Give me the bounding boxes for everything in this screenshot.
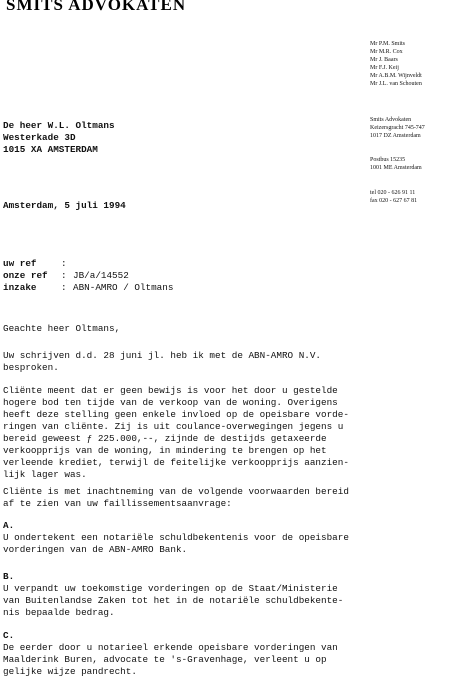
reference-label: inzake <box>3 282 37 293</box>
reference-colon: : <box>61 282 67 293</box>
salutation: Geachte heer Oltmans, <box>3 323 121 334</box>
firm-name: SMITS ADVOKATEN <box>6 0 187 14</box>
partner-list <box>370 40 422 88</box>
address-line: 1017 DZ Amsterdam <box>370 133 421 139</box>
postbus-line: 1001 ME Amsterdam <box>370 165 422 171</box>
reference-block <box>3 258 173 294</box>
condition-letter: C. <box>3 630 15 641</box>
condition-letter: A. <box>3 520 15 531</box>
partner-name: Mr P.M. Smits <box>370 41 406 47</box>
address-line: Smits Advokaten <box>370 117 412 123</box>
recipient-line: 1015 XA AMSTERDAM <box>3 144 98 155</box>
condition-line: van Buitenlandse Zaken tot het in de notariële schuldbekente- <box>3 595 344 606</box>
paragraph-line: bereid geweest ƒ 225.000,--, zijnde de destijds getaxeerde <box>3 433 327 444</box>
condition-a <box>3 520 349 556</box>
paragraph-line: hogere bod ten tijde van de verkoop van de woning. Overigens <box>3 397 338 408</box>
condition-line: gelijke wijze pandrecht. <box>3 666 137 677</box>
partner-name: Mr F.J. Keij <box>370 65 399 71</box>
letter-date: Amsterdam, 5 juli 1994 <box>3 200 126 211</box>
paragraph-line: verkoopprijs van de woning, in mindering te brengen op het <box>3 445 327 456</box>
firm-postbus <box>370 156 422 172</box>
reference-value: ABN-AMRO / Oltmans <box>73 282 174 293</box>
condition-letter: B. <box>3 571 15 582</box>
postbus-line: Postbus 15235 <box>370 157 406 163</box>
firm-address <box>370 116 425 140</box>
condition-line: De eerder door u notarieel erkende opeisbare vorderingen van <box>3 642 338 653</box>
partner-name: Mr M.R. Cox <box>370 49 403 55</box>
condition-line: nis bepaalde bedrag. <box>3 607 115 618</box>
recipient-line: De heer W.L. Oltmans <box>3 120 115 131</box>
paragraph-line: Uw schrijven d.d. 28 juni jl. heb ik met de ABN-AMRO N.V. <box>3 350 322 361</box>
partner-name: Mr A.B.M. Wijnveldt <box>370 73 422 79</box>
reference-colon: : <box>61 258 67 269</box>
reference-colon: : <box>61 270 67 281</box>
paragraph-line: af te zien van uw faillissementsaanvrage: <box>3 498 232 509</box>
reference-row <box>3 270 173 282</box>
paragraph-line: besproken. <box>3 362 59 373</box>
paragraph-line: Cliënte is met inachtneming van de volgende voorwaarden bereid <box>3 486 349 497</box>
paragraph-3 <box>3 486 349 510</box>
partner-name: Mr J.L. van Schouten <box>370 81 422 87</box>
reference-row <box>3 258 173 270</box>
paragraph-line: heeft deze stelling geen enkele invloed op de opeisbare vorde- <box>3 409 349 420</box>
condition-line: U ondertekent een notariële schuldbekentenis voor de opeisbare <box>3 532 349 543</box>
condition-line: Maalderink Buren, advocate te 's-Gravenhage, verleent u op <box>3 654 327 665</box>
partner-name: Mr J. Baars <box>370 57 398 63</box>
firm-contact <box>370 189 417 205</box>
condition-c <box>3 630 338 678</box>
paragraph-1 <box>3 350 321 374</box>
recipient-address <box>3 120 115 156</box>
fax-line: fax 020 - 627 67 81 <box>370 198 418 204</box>
reference-row <box>3 282 173 294</box>
reference-value: JB/a/14552 <box>73 270 129 281</box>
condition-line: U verpandt uw toekomstige vorderingen op de Staat/Ministerie <box>3 583 338 594</box>
paragraph-line: verleende krediet, terwijl de feitelijke verkoopprijs aanzien- <box>3 457 349 468</box>
reference-label: onze ref <box>3 270 48 281</box>
condition-b <box>3 571 343 619</box>
condition-line: vorderingen van de ABN-AMRO Bank. <box>3 544 188 555</box>
address-line: Keizersgracht 745-747 <box>370 125 425 131</box>
paragraph-line: ringen van cliënte. Zij is uit coulance-overwegingen jegens u <box>3 421 344 432</box>
reference-label: uw ref <box>3 258 37 269</box>
paragraph-line: Cliënte meent dat er geen bewijs is voor het door u gestelde <box>3 385 338 396</box>
paragraph-line: lijk lager was. <box>3 469 87 480</box>
recipient-line: Westerkade 3D <box>3 132 76 143</box>
paragraph-2 <box>3 385 349 481</box>
phone-line: tel 020 - 626 91 11 <box>370 190 416 196</box>
